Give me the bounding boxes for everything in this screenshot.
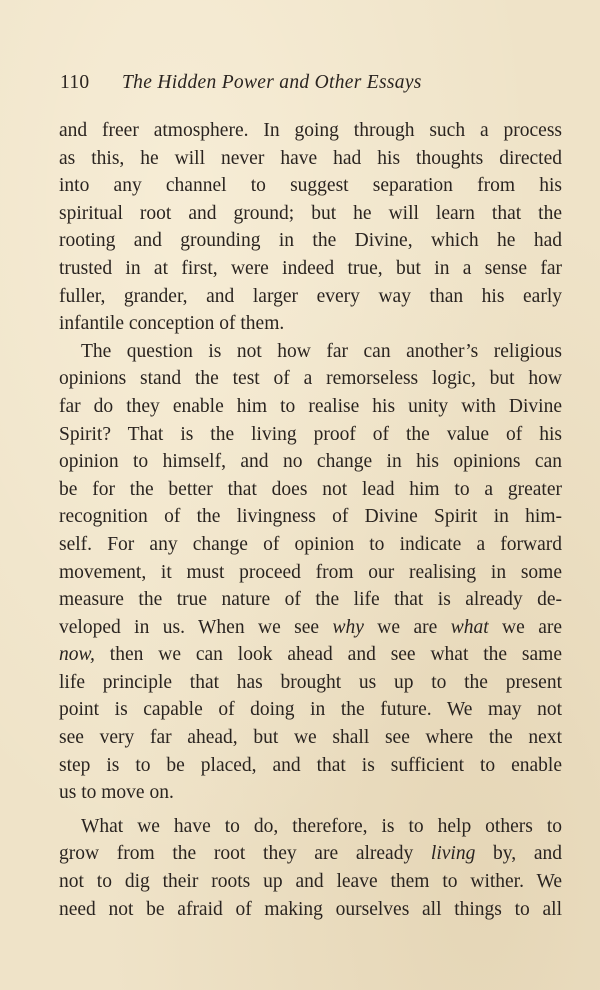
text-run: grow from the root they are already bbox=[59, 843, 431, 865]
italic-word: what bbox=[450, 616, 489, 638]
text-line-italic bbox=[59, 840, 562, 868]
running-title: The Hidden Power and Other Essays bbox=[122, 72, 422, 93]
text-line-italic bbox=[59, 614, 562, 642]
page-number: 110 bbox=[60, 72, 90, 93]
paragraph bbox=[59, 117, 562, 338]
text-line: trusted in at first, were indeed true, but in a sense far bbox=[59, 257, 562, 279]
text-line: us to move on. bbox=[59, 782, 174, 804]
text-line: opinions stand the test of a remorseless logic, but how bbox=[59, 368, 562, 390]
text-line: see very far ahead, but we shall see where the next bbox=[59, 727, 562, 749]
text-line-italic bbox=[59, 641, 562, 669]
text-line: far do they enable him to realise his unity with Divine bbox=[59, 395, 562, 417]
text-line: infantile conception of them. bbox=[59, 313, 285, 335]
paragraph bbox=[59, 813, 562, 923]
text-line: The question is not how far can another’s religious bbox=[81, 340, 562, 362]
running-head bbox=[60, 72, 540, 100]
text-run: by, and bbox=[475, 843, 563, 865]
text-line: as this, he will never have had his thoughts directed bbox=[59, 147, 562, 169]
text-line: rooting and grounding in the Divine, which he had bbox=[59, 230, 562, 252]
text-run: we are bbox=[488, 616, 563, 638]
italic-word: now, bbox=[59, 644, 95, 666]
text-line: need not be afraid of making ourselves all things to all bbox=[59, 898, 562, 920]
text-line: into any channel to suggest separation from his bbox=[59, 175, 562, 197]
text-line: life principle that has brought us up to the present bbox=[59, 671, 562, 693]
text-line: be for the better that does not lead him to a greater bbox=[59, 478, 562, 500]
text-line: measure the true nature of the life that is already de- bbox=[59, 589, 562, 611]
paragraph bbox=[59, 338, 562, 807]
body-text bbox=[59, 117, 562, 923]
italic-word: why bbox=[332, 616, 364, 638]
text-line: fuller, grander, and larger every way than his early bbox=[59, 285, 562, 307]
text-run: then we can look ahead and see what the same bbox=[94, 644, 562, 666]
text-line: What we have to do, therefore, is to help others to bbox=[81, 815, 562, 837]
text-line: opinion to himself, and no change in his opinions can bbox=[59, 451, 562, 473]
text-line: movement, it must proceed from our realising in some bbox=[59, 561, 562, 583]
text-line: recognition of the livingness of Divine Spirit in him- bbox=[59, 506, 562, 528]
text-run: we are bbox=[363, 616, 451, 638]
text-line: point is capable of doing in the future. We may not bbox=[59, 699, 562, 721]
text-run: veloped in us. When we see bbox=[59, 616, 333, 638]
text-line: and freer atmosphere. In going through such a process bbox=[59, 120, 562, 141]
text-line: step is to be placed, and that is sufficient to enable bbox=[59, 754, 562, 776]
text-line: spiritual root and ground; but he will learn that the bbox=[59, 202, 562, 224]
text-line: not to dig their roots up and leave them to wither. We bbox=[59, 871, 562, 893]
text-line: self. For any change of opinion to indicate a forward bbox=[59, 533, 562, 555]
text-line: Spirit? That is the living proof of the value of his bbox=[59, 423, 562, 445]
italic-word: living bbox=[430, 843, 476, 865]
